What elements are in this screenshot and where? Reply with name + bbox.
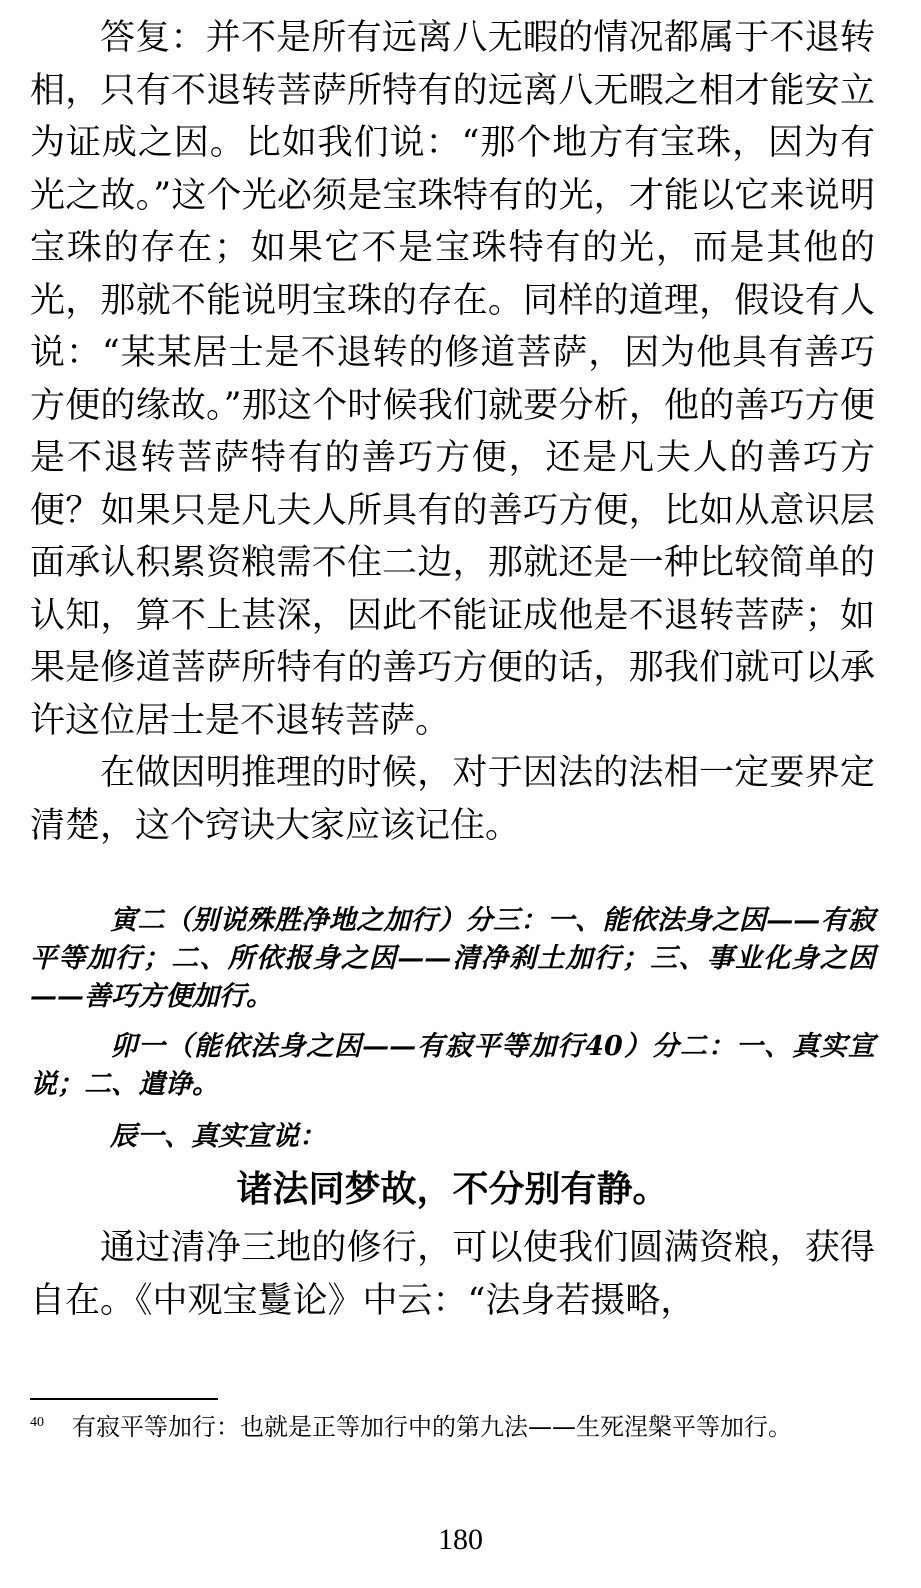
page-number: 180	[438, 1523, 483, 1556]
footnote	[30, 1410, 870, 1445]
footnote-text: 有寂平等加行：也就是正等加行中的第九法——生死涅槃平等加行。	[72, 1413, 792, 1441]
footnote-number: 40	[30, 1415, 44, 1430]
outline-heading-yin2: 寅二（别说殊胜净地之加行）分三：一、能依法身之因——有寂平等加行；二、所依报身之因——清净刹土加行；三、事业化身之因——善巧方便加行。	[30, 905, 875, 1012]
section-gap	[30, 852, 875, 902]
footnote-divider	[30, 1398, 218, 1400]
outline-heading-mao1: 卯一（能依法身之因——有寂平等加行40）分二：一、真实宣说；二、遣诤。	[30, 1031, 875, 1100]
commentary-paragraph: 通过清净三地的修行，可以使我们圆满资粮，获得自在。《中观宝鬘论》中云：“法身若摄略，	[30, 1228, 875, 1321]
answer-paragraph: 答复：并不是所有远离八无暇的情况都属于不退转相，只有不退转菩萨所特有的远离八无暇之相才能安立为证成之因。比如我们说：“那个地方有宝珠，因为有光之故。”这个光必须是宝珠特有的光，才能以它来说明宝珠的存在；如果它不是宝珠特有的光，而是其他的光，那就不能说明宝珠的存在。同样的道理，假设有人说：“某某居士是不退转的修道菩萨，因为他具有善巧方便的缘故。”那这个时候我们就要分析，他的善巧方便是不退转菩萨特有的善巧方便，还是凡夫人的善巧方便？如果只是凡夫人所具有的善巧方便，比如从意识层面承认积累资粮需不住二边，那就还是一种比较简单的认知，算不上甚深，因此不能证成他是不退转菩萨；如果是修道菩萨所特有的善巧方便的话，那我们就可以承许这位居士是不退转菩萨。	[30, 18, 875, 741]
page-body	[30, 12, 875, 1327]
outline-heading-chen1: 辰一、真实宣说：	[110, 1121, 326, 1152]
summary-paragraph: 在做因明推理的时候，对于因法的法相一定要界定清楚，这个窍诀大家应该记住。	[30, 753, 875, 846]
root-verse: 诸法同梦故，不分别有静。	[236, 1169, 669, 1210]
